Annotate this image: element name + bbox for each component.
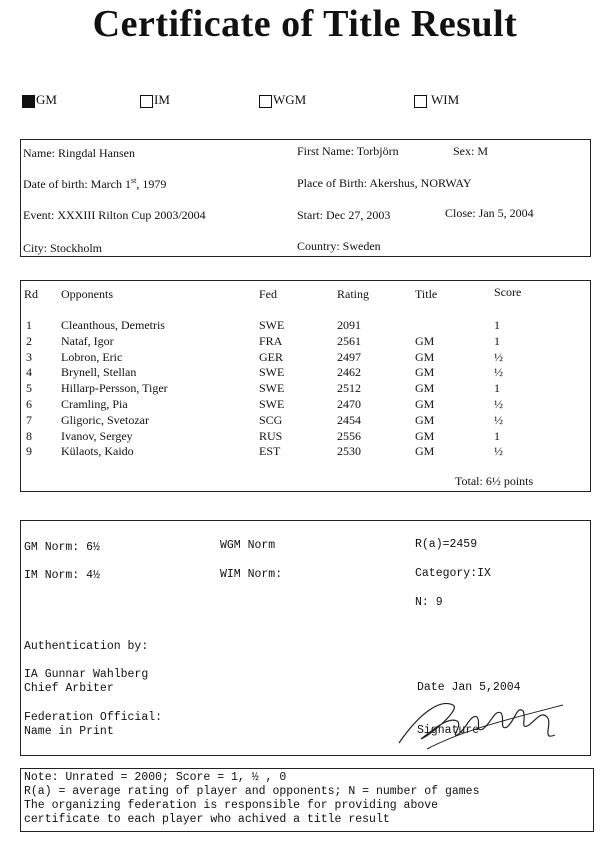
dob-superscript: st — [130, 176, 137, 185]
cell-title: GM — [415, 444, 435, 459]
cell-fed: EST — [259, 444, 281, 459]
im-norm: IM Norm: 4½ — [24, 569, 100, 582]
gm-norm: GM Norm: 6½ — [24, 541, 100, 554]
gm-label: GM — [36, 92, 57, 107]
wim-label: WIM — [431, 92, 460, 107]
event-start: Start: Dec 27, 2003 — [297, 208, 391, 222]
cell-rd: 5 — [26, 381, 32, 396]
cell-rating: 2091 — [337, 318, 361, 332]
cell-rating: 2497 — [337, 349, 361, 364]
player-name: Name: Ringdal Hansen — [23, 146, 135, 160]
header-rating: Rating — [337, 287, 369, 301]
cell-rating: 2512 — [337, 381, 361, 396]
player-sex: Sex: M — [453, 144, 489, 158]
cell-rd: 2 — [26, 333, 32, 348]
cell-opponent: Brynell, Stellan — [61, 365, 137, 380]
norms-box — [20, 520, 591, 756]
gm-checkbox[interactable] — [22, 95, 35, 108]
cell-fed: SWE — [259, 365, 285, 380]
dob-suffix: , 1979 — [136, 177, 167, 191]
cell-rating: 2556 — [337, 428, 361, 443]
wim-norm: WIM Norm: — [220, 568, 283, 581]
signature-date: Date Jan 5,2004 — [417, 681, 521, 694]
cell-rating: 2470 — [337, 397, 361, 411]
wgm-norm: WGM Norm — [220, 539, 276, 552]
title-checkboxes — [0, 92, 610, 112]
cell-score: 1 — [494, 333, 500, 348]
cell-opponent: Ivanov, Sergey — [61, 428, 133, 443]
total-points: Total: 6½ points — [455, 474, 534, 488]
cell-title: GM — [415, 333, 435, 348]
cell-title: GM — [415, 381, 435, 396]
cell-score: ½ — [494, 365, 503, 380]
wgm-label: WGM — [273, 92, 307, 107]
header-fed: Fed — [259, 287, 277, 301]
header-score: Score — [494, 285, 522, 299]
cell-fed: FRA — [259, 333, 283, 348]
cell-opponent: Külaots, Kaido — [61, 444, 134, 459]
im-checkbox[interactable] — [140, 95, 153, 108]
cell-fed: SWE — [259, 397, 285, 411]
header-opponents: Opponents — [61, 287, 113, 301]
arbiter-role: Chief Arbiter — [24, 682, 114, 695]
cell-fed: SWE — [259, 318, 285, 332]
number-of-games: N: 9 — [415, 596, 443, 609]
cell-rd: 6 — [26, 397, 32, 411]
event-close: Close: Jan 5, 2004 — [445, 206, 534, 220]
cell-rd: 4 — [26, 365, 32, 380]
cell-opponent: Cramling, Pia — [61, 397, 128, 411]
title-option-im[interactable] — [140, 92, 170, 108]
date-of-birth — [23, 176, 166, 192]
cell-title: GM — [415, 428, 435, 443]
arbiter-name: IA Gunnar Wahlberg — [24, 668, 149, 681]
category: Category:IX — [415, 567, 491, 580]
cell-fed: SCG — [259, 412, 283, 427]
average-rating: R(a)=2459 — [415, 538, 478, 551]
cell-score: ½ — [494, 349, 503, 364]
cell-rd: 3 — [26, 349, 32, 364]
cell-fed: RUS — [259, 428, 283, 443]
cell-rating: 2454 — [337, 412, 361, 427]
event-country: Country: Sweden — [297, 239, 381, 253]
player-first-name: First Name: Torbjörn — [297, 144, 399, 158]
note-box — [20, 768, 594, 832]
place-of-birth: Place of Birth: Akershus, NORWAY — [297, 176, 472, 190]
cell-score: 1 — [494, 318, 500, 332]
cell-rating: 2561 — [337, 333, 361, 348]
note-line-1: Note: Unrated = 2000; Score = 1, ½ , 0 — [24, 771, 287, 784]
signature-label: Signature — [417, 724, 480, 737]
cell-fed: SWE — [259, 381, 285, 396]
title-option-wgm[interactable] — [259, 92, 306, 108]
cell-score: ½ — [494, 412, 503, 427]
games-table-box — [20, 280, 591, 492]
im-label: IM — [154, 92, 170, 107]
event-name: Event: XXXIII Rilton Cup 2003/2004 — [23, 208, 206, 222]
cell-score: 1 — [494, 381, 500, 396]
header-title: Title — [415, 287, 438, 301]
cell-score: ½ — [494, 444, 503, 459]
cell-title: GM — [415, 412, 435, 427]
title-option-wim[interactable] — [414, 92, 459, 108]
dob-prefix: Date of birth: March 1 — [23, 177, 131, 191]
header-rd: Rd — [24, 287, 39, 301]
cell-rating: 2462 — [337, 365, 361, 380]
cell-opponent: Nataf, Igor — [61, 333, 114, 348]
cell-score: ½ — [494, 397, 503, 411]
note-line-2: R(a) = average rating of player and opponents; N = number of games — [24, 785, 480, 798]
name-in-print-label: Name in Print — [24, 725, 114, 738]
cell-rd: 1 — [26, 318, 32, 332]
cell-fed: GER — [259, 349, 283, 364]
cell-opponent: Hillarp-Persson, Tiger — [61, 381, 168, 396]
cell-score: 1 — [494, 428, 500, 443]
note-line-3: The organizing federation is responsible for providing above — [24, 799, 439, 812]
cell-opponent: Gligoric, Svetozar — [61, 412, 149, 427]
event-city: City: Stockholm — [23, 241, 103, 255]
cell-opponent: Cleanthous, Demetris — [61, 318, 165, 332]
cell-rd: 8 — [26, 428, 32, 443]
authentication-label: Authentication by: — [24, 640, 149, 653]
wim-checkbox[interactable] — [414, 95, 427, 108]
cell-opponent: Lobron, Eric — [61, 349, 123, 364]
player-info-box — [20, 139, 591, 257]
cell-title: GM — [415, 397, 435, 411]
cell-rd: 9 — [26, 444, 32, 459]
cell-title: GM — [415, 349, 435, 364]
wgm-checkbox[interactable] — [259, 95, 272, 108]
note-line-4: certificate to each player who achived a title result — [24, 813, 390, 826]
title-option-gm[interactable] — [22, 92, 57, 108]
federation-official-label: Federation Official: — [24, 711, 163, 724]
certificate-title: Certificate of Title Result — [92, 3, 518, 45]
cell-rd: 7 — [26, 412, 32, 427]
cell-title: GM — [415, 365, 435, 380]
cell-rating: 2530 — [337, 444, 361, 459]
handwritten-signature-icon — [391, 691, 571, 751]
